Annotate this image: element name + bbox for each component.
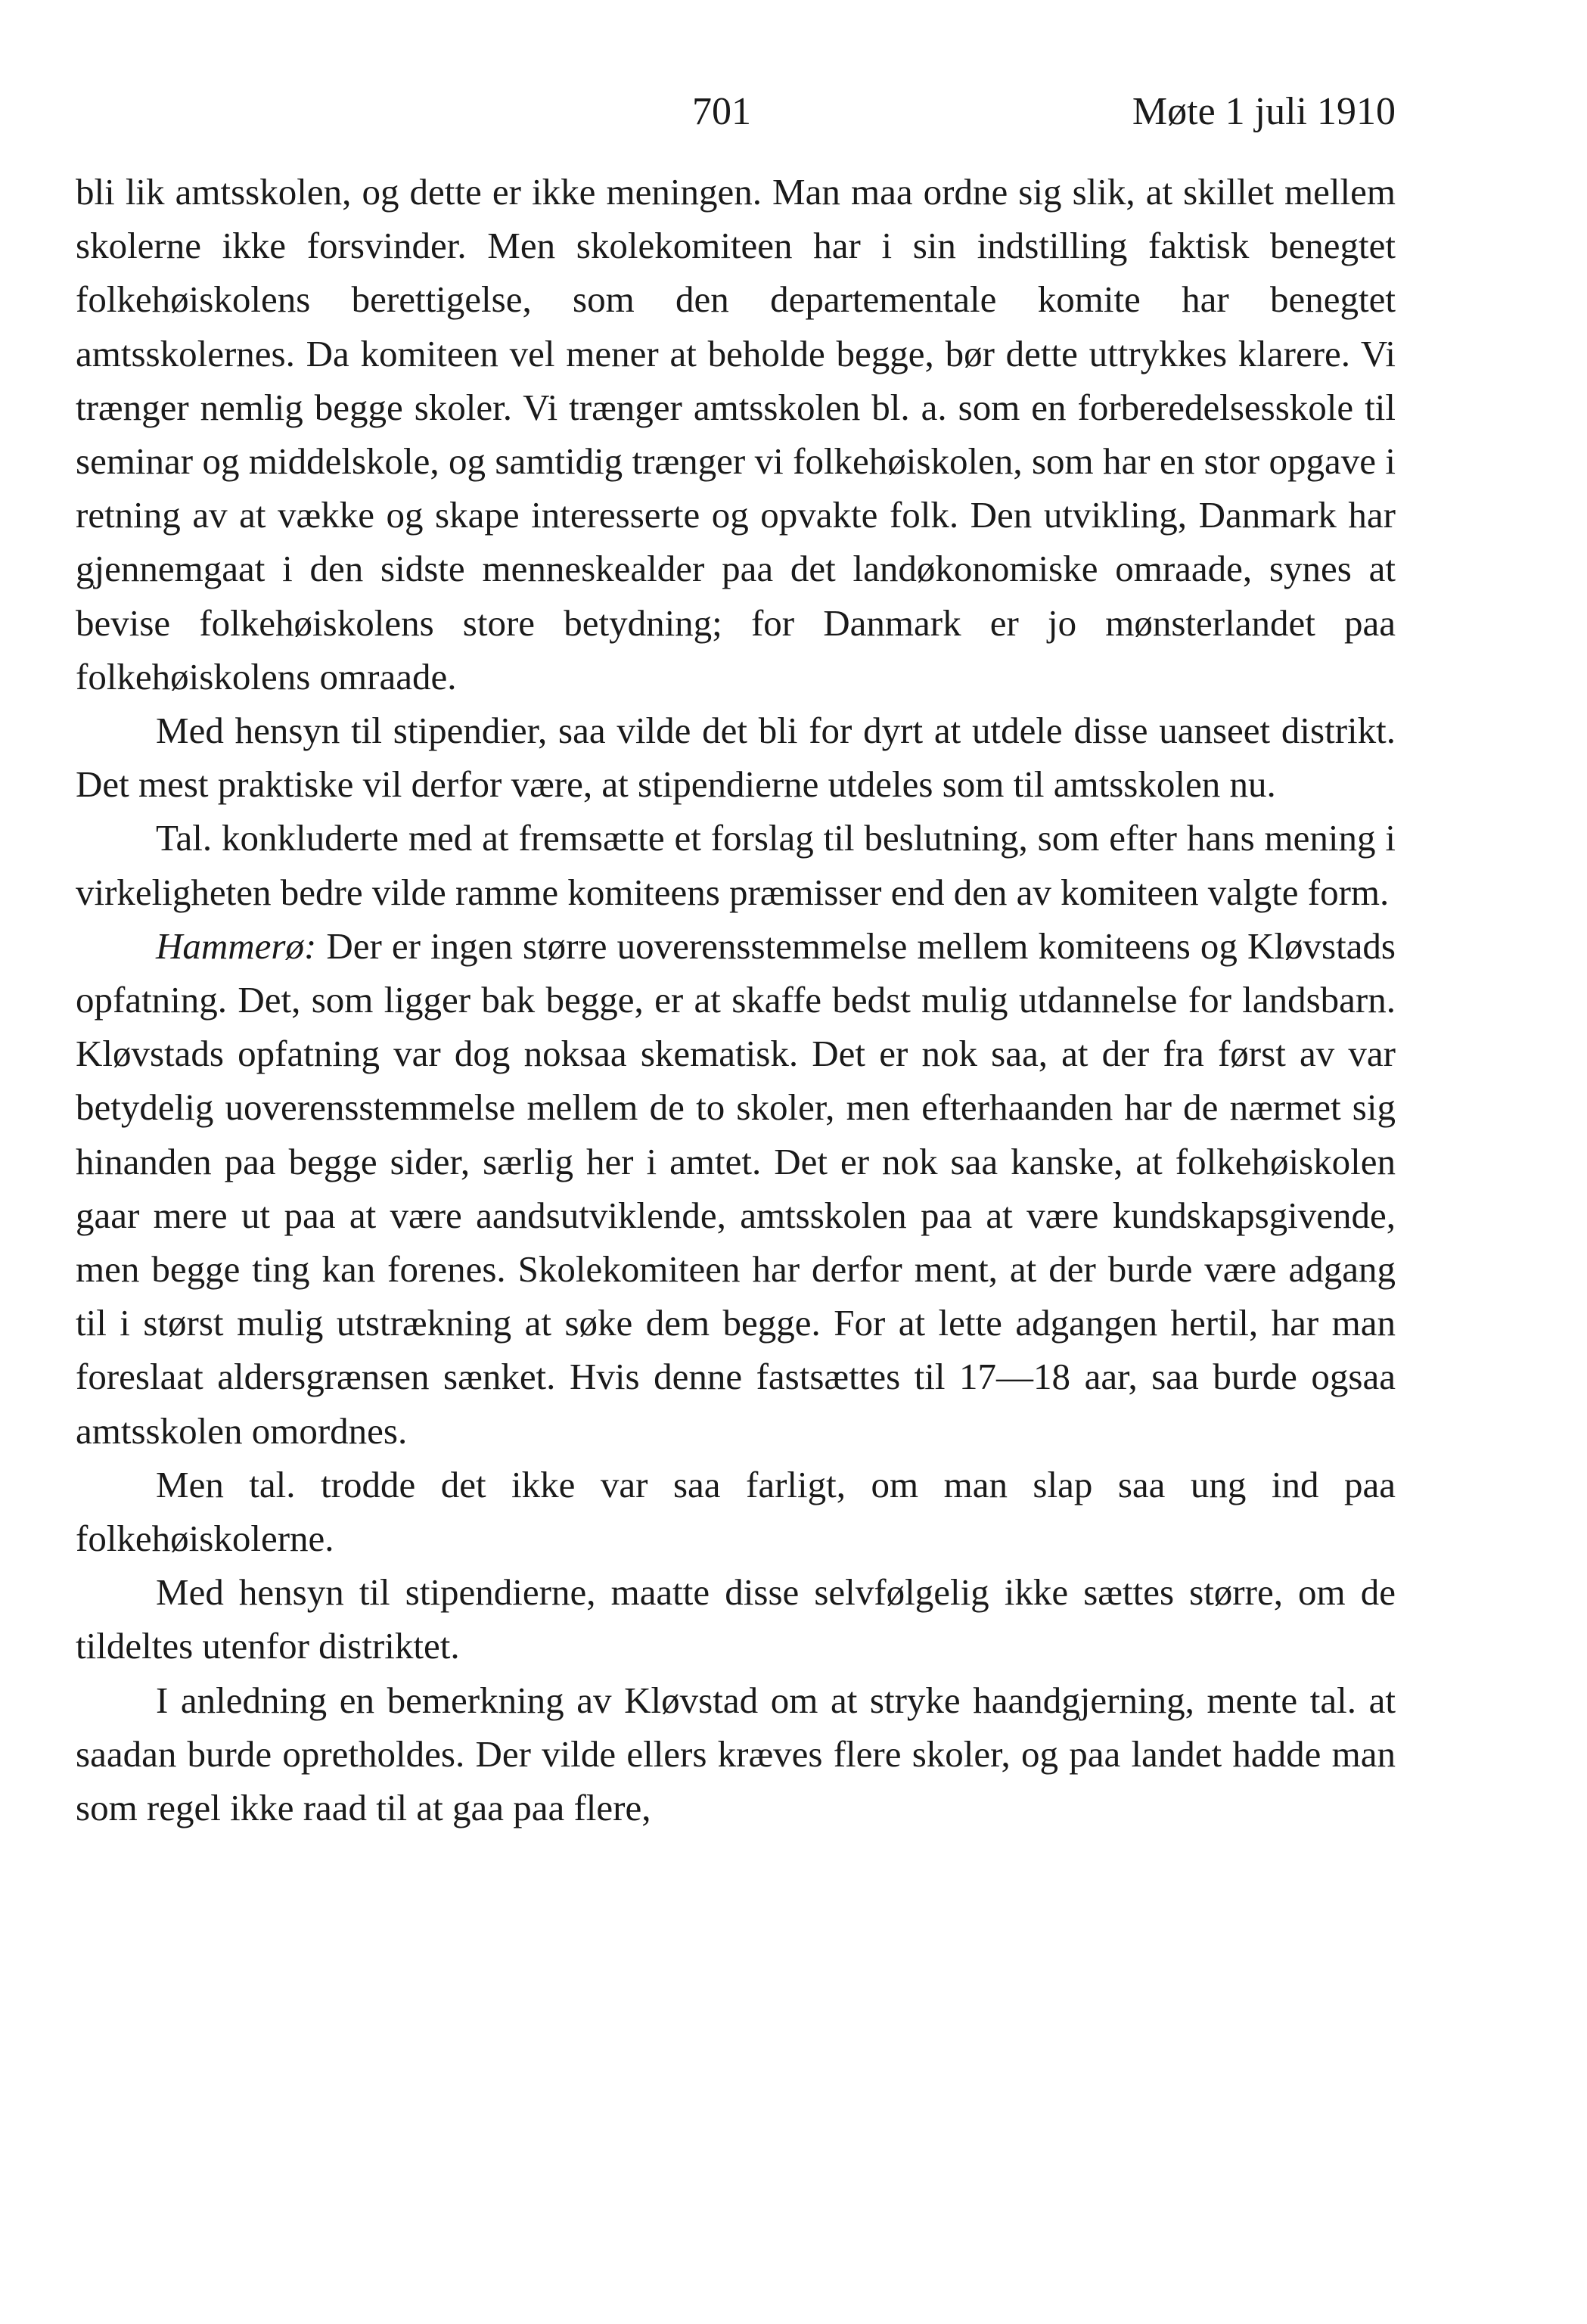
paragraph-text: Med hensyn til stipendierne, maatte disse selvfølgelig ikke sættes større, om de tildeltes utenfor distriktet.	[76, 1571, 1396, 1667]
paragraph-text: Tal. konkluderte med at fremsætte et forslag til beslutning, som efter hans mening i virkeligheten bedre vilde ramme komiteens præmisser end den av komiteen valgte form.	[76, 817, 1396, 913]
paragraph	[76, 704, 1396, 811]
paragraph-text: I anledning en bemerkning av Kløvstad om at stryke haandgjerning, mente tal. at saadan burde opretholdes. Der vilde ellers kræves flere skoler, og paa landet hadde man som regel ikke raad til at gaa paa flere,	[76, 1679, 1396, 1829]
paragraph	[76, 811, 1396, 918]
paragraph	[76, 165, 1396, 704]
body-text	[76, 165, 1396, 1835]
paragraph-text: Der er ingen større uoverensstemmelse mellem komiteens og Kløvstads opfatning. Det, som ligger bak begge, er at skaffe bedst mulig utdannelse for landsbarn. Kløvstads opfatning var dog noksaa skematisk. Det er nok saa, at der fra først av var betydelig uoverensstemmelse mellem de to skoler, men efterhaanden har de nærmet sig hinanden paa begge sider, særlig her i amtet. Det er nok saa kanske, at folkehøiskolen gaar mere ut paa at være aandsutviklende, amtsskolen paa at være kundskapsgivende, men begge ting kan forenes. Skolekomiteen har derfor ment, at der burde være adgang til i størst mulig utstrækning at søke dem begge. For at lette adgangen hertil, har man foreslaat aldersgrænsen sænket. Hvis denne fastsættes til 17—18 aar, saa burde ogsaa amtsskolen omordnes.	[76, 924, 1396, 1452]
paragraph-text: Med hensyn til stipendier, saa vilde det bli for dyrt at utdele disse uanseet distrikt. Det mest praktiske vil derfor være, at stipendierne utdeles som til amtsskolen nu.	[76, 710, 1396, 806]
paragraph	[76, 1458, 1396, 1565]
speaker-name: Hammerø:	[156, 924, 317, 967]
paragraph	[76, 1673, 1396, 1835]
paragraph	[76, 919, 1396, 1458]
page-number: 701	[692, 90, 751, 133]
paragraph-text: Men tal. trodde det ikke var saa farligt, om man slap saa ung ind paa folkehøiskolerne.	[76, 1463, 1396, 1560]
paragraph	[76, 1565, 1396, 1673]
page-header	[76, 89, 1396, 142]
paragraph-text: bli lik amtsskolen, og dette er ikke meningen. Man maa ordne sig slik, at skillet mellem skolerne ikke forsvinder. Men skolekomiteen har i sin indstilling faktisk benegtet folkehøiskolens berettigelse, som den departementale komite har benegtet amtsskolernes. Da komiteen vel mener at beholde begge, bør dette uttrykkes klarere. Vi trænger nemlig begge skoler. Vi trænger amtsskolen bl. a. som en forberedelsesskole til seminar og middelskole, og samtidig trænger vi folkehøiskolen, som har en stor opgave i retning av at vække og skape interesserte og opvakte folk. Den utvikling, Danmark har gjennemgaat i den sidste menneskealder paa det landøkonomiske omraade, synes at bevise folkehøiskolens store betydning; for Danmark er jo mønsterlandet paa folkehøiskolens omraade.	[76, 171, 1396, 698]
running-head: Møte 1 juli 1910	[1132, 90, 1396, 133]
